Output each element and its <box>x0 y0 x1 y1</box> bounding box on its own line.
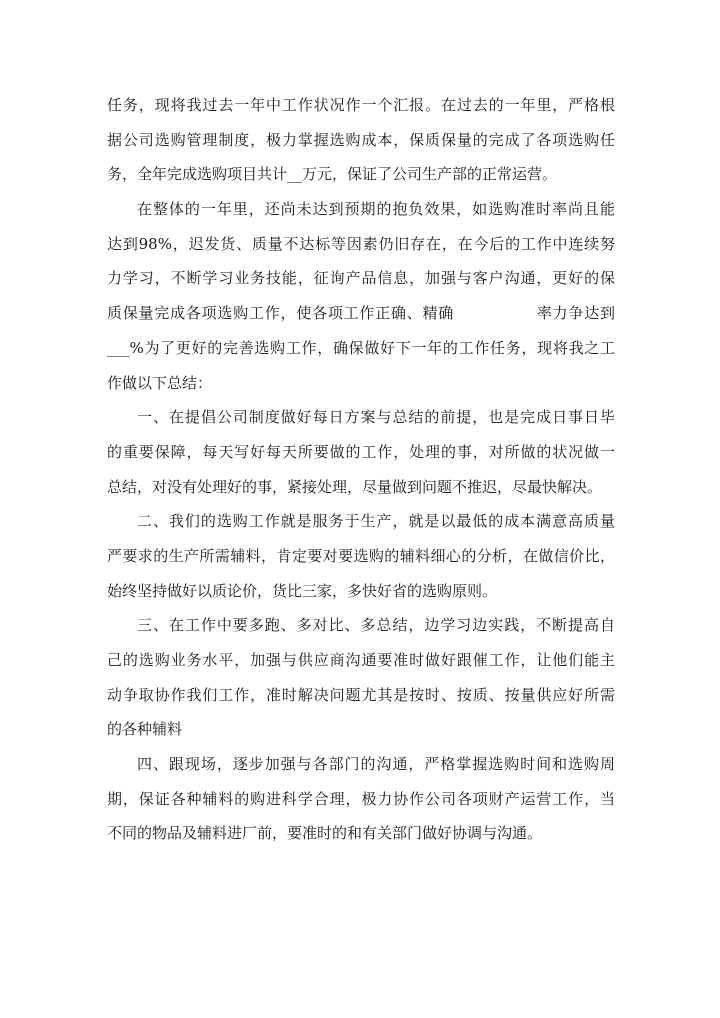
text-line: 作做以下总结： <box>107 373 213 392</box>
text-line: 力学习，不断学习业务技能，征询产品信息，加强与客户沟通，更好的保 <box>107 269 615 288</box>
paragraph-point2 <box>107 504 615 608</box>
text-line: 达到98%，迟发货、质量不达标等因素仍旧存在，在今后的工作中连续努 <box>107 234 615 253</box>
text-line: 二、我们的选购工作就是服务于生产，就是以最低的成本满意高质量 <box>137 512 615 531</box>
text-line: 严要求的生产所需辅料，肯定要对要选购的辅料细心的分析，在做信价比， <box>107 546 615 565</box>
paragraph-summary <box>107 192 615 400</box>
text-line: 务，全年完成选购项目共计__万元，保证了公司生产部的正常运营。 <box>107 165 558 184</box>
text-line: 始终坚持做好以质论价，货比三家，多快好省的选购原则。 <box>107 581 498 600</box>
paragraph-point1 <box>107 400 615 504</box>
paragraph-point3 <box>107 608 615 747</box>
text-line: 据公司选购管理制度，极力掌握选购成本，保质保量的完成了各项选购任 <box>107 130 615 149</box>
text-line: 期，保证各种辅料的购进科学合理，极力协作公司各项财产运营工作，当 <box>107 789 615 808</box>
text-segment: 率力争达到 <box>536 304 615 323</box>
text-line: 己的选购业务水平，加强与供应商沟通要准时做好跟催工作，让他们能主 <box>107 651 615 669</box>
text-line: 任务，现将我过去一年中工作状况作一个汇报。在过去的一年里，严格根 <box>107 96 615 114</box>
text-line: 一、在提倡公司制度做好每日方案与总结的前提，也是完成日事日毕 <box>137 408 615 427</box>
text-line: 在整体的一年里，还尚未达到预期的抱负效果，如选购准时率尚且能 <box>137 200 615 219</box>
text-line-with-gap <box>107 296 615 331</box>
paragraph-intro <box>107 88 615 192</box>
text-line: 四、跟现场，逐步加强与各部门的沟通，严格掌握选购时间和选购周 <box>137 755 615 774</box>
text-line: 不同的物品及辅料进厂前，要准时的和有关部门做好协调与沟通。 <box>107 824 543 843</box>
document-body <box>107 88 615 851</box>
text-line: 三、在工作中要多跑、多对比、多总结，边学习边实践，不断提高自 <box>137 616 615 635</box>
text-line: 总结，对没有处理好的事，紧接处理，尽量做到问题不推迟，尽最快解决。 <box>107 477 603 496</box>
text-line: 的重要保障，每天写好每天所要做的工作，处理的事，对所做的状况做一 <box>107 442 615 461</box>
text-segment: 质保量完成各项选购工作，使各项工作正确、精确 <box>107 304 455 323</box>
text-line: 动争取协作我们工作，准时解决问题尤其是按时、按质、按量供应好所需 <box>107 685 615 704</box>
paragraph-point4 <box>107 747 615 851</box>
text-line: ___%为了更好的完善选购工作，确保做好下一年的工作任务，现将我之工 <box>107 338 615 357</box>
text-line: 的各种辅料 <box>107 720 183 739</box>
